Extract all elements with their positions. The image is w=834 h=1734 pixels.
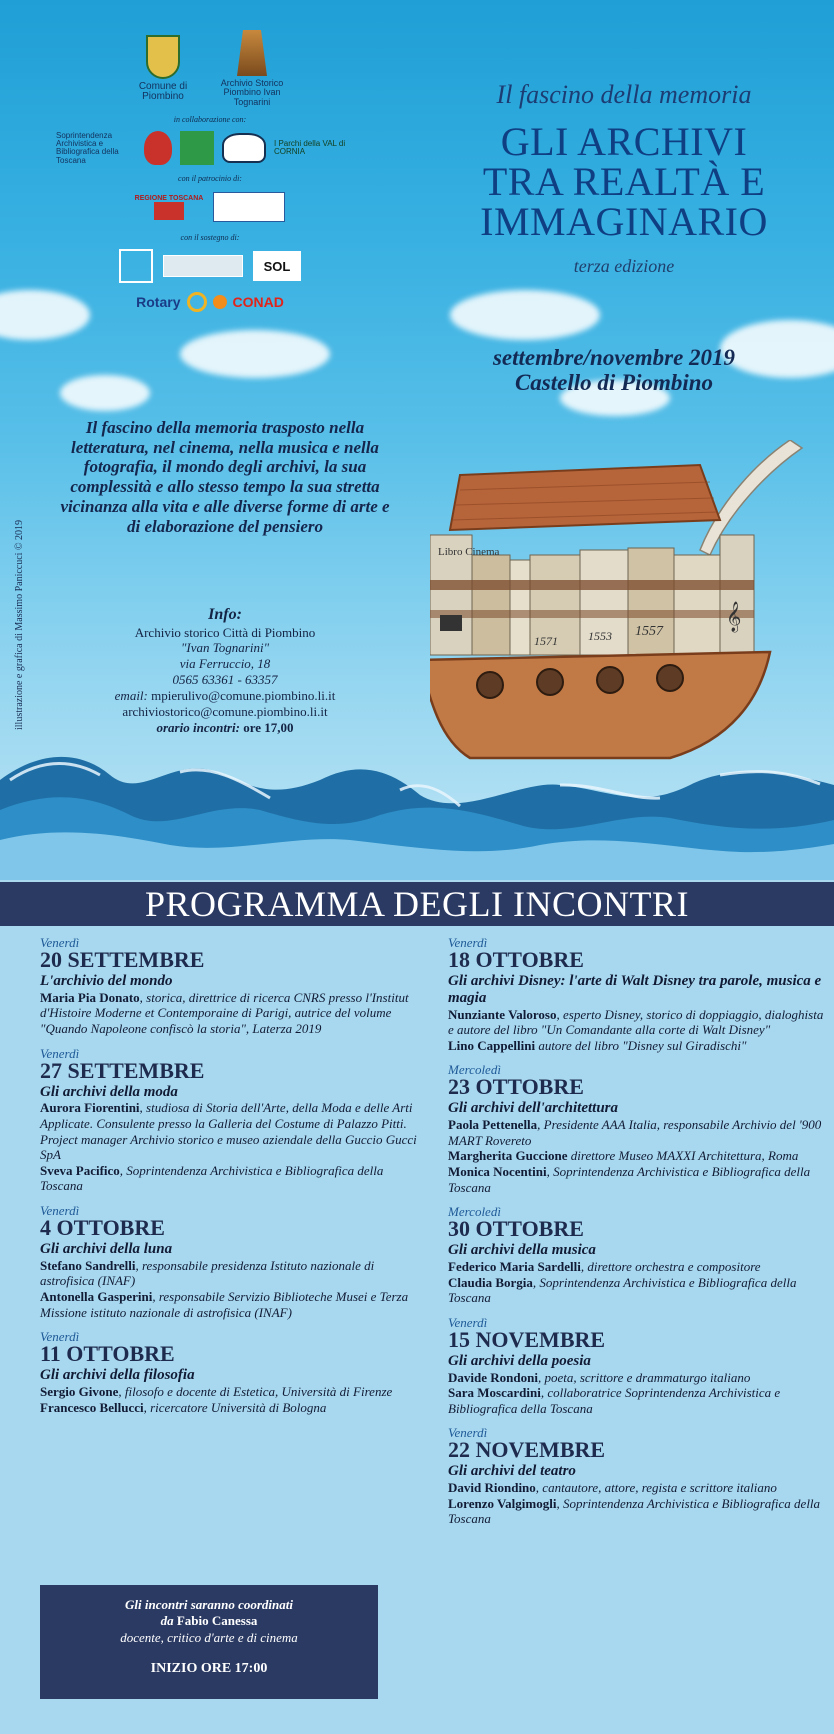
speaker-role: , collaboratrice Soprintendenza Archivistica e Bibliografica della Toscana <box>448 1385 781 1416</box>
headline-edition: terza edizione <box>573 256 675 276</box>
speaker-name: Davide Rondoni <box>448 1369 538 1385</box>
programme-title: PROGRAMMA DEGLI INCONTRI <box>0 882 834 926</box>
coordination-prefix: da <box>160 1613 174 1629</box>
event-item <box>448 1426 828 1527</box>
speaker-name: David Riondino <box>448 1480 536 1496</box>
speaker-role: , Soprintendenza Archivistica e Bibliografica della Toscana <box>448 1495 821 1527</box>
rotary-label: Rotary <box>136 294 181 311</box>
tower-icon <box>237 30 267 76</box>
speaker-name: Nunziante Valoroso <box>448 1006 557 1022</box>
patrocinio-label: con il patrocinio di: <box>178 174 242 184</box>
headline-block <box>434 80 814 277</box>
speaker-entry <box>448 1480 828 1496</box>
event-weekday: Venerdì <box>40 935 80 950</box>
event-item <box>40 1204 420 1320</box>
info-line1: Archivio storico Città di Piombino <box>134 624 316 640</box>
speaker-role: , studiosa di Storia dell'Arte, della Moda e delle Arti Applicate. Consulente presso la Galleria del Costume di Palazzo Pitti. Project manager Archivio storico e museo aziendale della Guccio Gucci SpA <box>40 1100 417 1163</box>
info-title: Info: <box>208 606 242 623</box>
event-item <box>448 1063 828 1195</box>
event-weekday: Mercoledì <box>448 1204 501 1220</box>
porthole-icon <box>657 665 683 691</box>
comune-logo <box>128 35 198 103</box>
event-title: Gli archivi della poesia <box>448 1352 591 1369</box>
event-item <box>40 1330 420 1415</box>
rotary-wheel-icon <box>187 292 207 312</box>
cloud <box>450 290 600 340</box>
cloud <box>60 375 150 411</box>
coordinator-role: docente, critico d'arte e di cinema <box>120 1629 298 1645</box>
speaker-role: , Soprintendenza Archivistica e Bibliografica della Toscana <box>448 1163 811 1195</box>
programme-left-column <box>40 936 420 1425</box>
speaker-name: Margherita Guccione <box>448 1148 568 1164</box>
event-dates <box>444 345 784 396</box>
event-date: 30 OTTOBRE <box>448 1216 584 1242</box>
headline-line2: TRA REALTÀ E <box>482 159 766 204</box>
email-link-1[interactable]: mpierulivo@comune.piombino.li.it <box>151 687 336 703</box>
speaker-role: , Soprintendenza Archivistica e Bibliografica della Toscana <box>40 1162 384 1194</box>
intro-text: Il fascino della memoria trasposto nella letteratura, nel cinema, nella musica e nella fotografia, il mondo degli archivi, la sua complessità e allo stesso tempo la sua stretta vicinanza alla vita e alle diverse forme di arte e di elaborazione del pensiero <box>60 418 390 536</box>
orario-value: ore 17,00 <box>243 719 294 735</box>
illustration-credit: illustrazione e grafica di Massimo Paniccuci © 2019 <box>14 519 25 730</box>
red-emblem-icon <box>144 130 172 166</box>
event-weekday: Mercoledì <box>448 1062 501 1078</box>
logo-area <box>30 30 390 312</box>
event-date: 15 NOVEMBRE <box>448 1326 606 1352</box>
book-date-label-3: 1571 <box>534 634 558 648</box>
event-speakers <box>40 1384 420 1415</box>
coordination-box <box>40 1585 378 1699</box>
speaker-entry <box>40 1258 420 1289</box>
speaker-role: , direttore orchestra e compositore <box>580 1258 761 1274</box>
event-title: Gli archivi dell'architettura <box>448 1100 619 1117</box>
speaker-name: Paola Pettenella <box>448 1117 538 1133</box>
speaker-role: autore del libro "Disney sul Giradischi" <box>535 1037 747 1053</box>
event-item <box>40 936 420 1037</box>
event-item <box>40 1047 420 1194</box>
sponsor-square-icon <box>119 248 153 284</box>
conad-icon <box>213 295 227 309</box>
event-title: Gli archivi del teatro <box>448 1463 576 1480</box>
speaker-role: , filosofo e docente di Estetica, Università di Firenze <box>118 1383 393 1399</box>
info-address: via Ferruccio, 18 <box>179 656 271 672</box>
soprintendenza-logo <box>56 130 136 166</box>
porthole-icon <box>597 667 623 693</box>
event-title: L'archivio del mondo <box>40 973 173 989</box>
headline-line1: GLI ARCHIVI <box>500 119 748 164</box>
event-speakers <box>40 990 420 1037</box>
event-weekday: Venerdì <box>40 1329 80 1345</box>
book-label: Libro Cinema <box>438 546 500 558</box>
speaker-name: Monica Nocentini <box>448 1163 547 1179</box>
speaker-entry <box>448 1496 828 1527</box>
speaker-name: Sergio Givone <box>40 1383 119 1399</box>
event-speakers <box>40 1258 420 1320</box>
speaker-name: Sveva Pacifico <box>40 1162 120 1178</box>
speaker-entry <box>40 1289 420 1320</box>
book-date-label: 1557 <box>635 624 663 639</box>
event-date: 18 OTTOBRE <box>448 947 584 972</box>
sostegno-label: con il sostegno di: <box>180 233 240 243</box>
speaker-entry <box>448 1164 828 1195</box>
speaker-entry <box>448 1148 828 1164</box>
speaker-name: Francesco Bellucci <box>40 1399 144 1415</box>
sol-label: SOL <box>253 251 301 281</box>
event-date: 11 OTTOBRE <box>40 1341 175 1367</box>
event-speakers <box>448 1480 828 1527</box>
crest-icon <box>146 35 180 79</box>
email-label: email: <box>114 687 148 703</box>
event-date: 4 OTTOBRE <box>40 1214 165 1240</box>
book-ark-illustration <box>430 440 830 790</box>
info-line2: "Ivan Tognarini" <box>180 640 270 656</box>
speaker-name: Stefano Sandrelli <box>40 1257 136 1273</box>
speaker-role: , Soprintendenza Archivistica e Bibliografica della Toscana <box>448 1274 797 1306</box>
dates-label: settembre/novembre 2019 <box>492 345 736 370</box>
speaker-name: Aurora Fiorentini <box>40 1100 140 1116</box>
event-date: 23 OTTOBRE <box>448 1074 584 1100</box>
info-block <box>45 605 405 736</box>
event-date: 20 SETTEMBRE <box>40 947 205 972</box>
speaker-role: , cantautore, attore, regista e scrittore italiano <box>535 1480 777 1496</box>
speaker-name: Antonella Gasperini <box>40 1288 153 1304</box>
event-item <box>448 1205 828 1306</box>
speaker-entry <box>40 1163 420 1194</box>
event-speakers <box>448 1259 828 1306</box>
speaker-role: , Presidente AAA Italia, responsabile Archivio del '900 MART Rovereto <box>448 1117 822 1148</box>
archivio-logo <box>212 30 292 107</box>
event-title: Gli archivi della moda <box>40 1083 178 1100</box>
event-title: Gli archivi Disney: l'arte di Walt Disney tra parole, musica e magia <box>448 973 822 1006</box>
collab-label: in collaborazione con: <box>173 115 247 125</box>
event-weekday: Venerdì <box>448 1425 488 1441</box>
event-date: 22 NOVEMBRE <box>448 1437 606 1463</box>
event-title: Gli archivi della filosofia <box>40 1367 195 1384</box>
event-date: 27 SETTEMBRE <box>40 1057 205 1083</box>
speaker-entry <box>448 1385 828 1416</box>
speaker-name: Federico Maria Sardelli <box>448 1258 581 1274</box>
event-title: Gli archivi della luna <box>40 1240 173 1257</box>
headline-main <box>434 119 814 244</box>
regione-logo <box>135 189 204 225</box>
orario-label: orario incontri: <box>156 719 240 735</box>
venue-label: Castello di Piombino <box>514 370 714 396</box>
cloud <box>180 330 330 378</box>
event-speakers <box>40 1100 420 1194</box>
regione-label: REGIONE TOSCANA <box>134 194 204 202</box>
speaker-entry <box>448 1038 828 1054</box>
speaker-entry <box>448 1275 828 1306</box>
event-weekday: Venerdì <box>448 1314 488 1330</box>
conad-label: CONAD <box>232 294 284 311</box>
event-weekday: Venerdì <box>40 1202 80 1218</box>
speaker-role: , esperto Disney, storico di doppiaggio, dialoghista e autore del libro "Un Comandante alla corte di Walt Disney" <box>448 1006 824 1038</box>
speaker-entry <box>40 990 420 1037</box>
green-emblem-icon <box>180 130 214 166</box>
speaker-name: Lorenzo Valgimogli <box>448 1495 557 1511</box>
speaker-entry <box>40 1400 420 1416</box>
speaker-entry <box>448 1259 828 1275</box>
book-date-label-2: 1553 <box>588 629 612 643</box>
sol-logo <box>253 248 301 284</box>
treble-clef-icon: 𝄞 <box>726 602 742 632</box>
parchi-logo <box>274 130 364 166</box>
speaker-entry <box>40 1100 420 1162</box>
speaker-entry <box>448 1370 828 1386</box>
event-speakers <box>448 1117 828 1195</box>
speaker-name: Lino Cappellini <box>448 1037 536 1053</box>
event-weekday: Venerdì <box>448 935 488 950</box>
porthole-icon <box>477 672 503 698</box>
speaker-name: Maria Pia Donato <box>40 989 140 1005</box>
speaker-role: , responsabile presidenza Istituto nazionale di astrofisica (INAF) <box>40 1257 375 1289</box>
speaker-role: , poeta, scrittore e drammaturgo italiano <box>537 1369 751 1385</box>
parchi-label: I Parchi della VAL di CORNIA <box>274 138 346 157</box>
sea-waves <box>0 740 834 880</box>
porthole-icon <box>537 669 563 695</box>
event-item <box>448 1316 828 1417</box>
speaker-entry <box>448 1117 828 1148</box>
sponsor-band-icon <box>163 248 243 284</box>
event-title: Gli archivi della musica <box>448 1242 596 1259</box>
event-weekday: Venerdì <box>40 1045 80 1061</box>
speaker-name: Sara Moscardini <box>448 1385 541 1401</box>
speaker-role: , responsabile Servizio Biblioteche Musei e Terza Missione istituto nazionale di astrofisica (INAF) <box>40 1288 409 1320</box>
event-speakers <box>448 1007 828 1054</box>
ship-emblem-icon <box>222 130 266 166</box>
archivio-label: Archivio Storico Piombino Ivan Tognarini <box>220 78 284 107</box>
comune-label: Comune di Piombino <box>138 80 188 103</box>
event-speakers <box>448 1370 828 1417</box>
info-phone: 0565 63361 - 63357 <box>172 672 278 688</box>
coordination-line1: Gli incontri saranno coordinati <box>125 1597 293 1612</box>
programme-right-column <box>448 936 828 1537</box>
speaker-name: Claudia Borgia <box>448 1274 533 1290</box>
roof-icon <box>450 465 720 530</box>
speaker-role: , storica, direttrice di ricerca CNRS presso l'Institut d'Histoire Moderne et Contemporaine di Parigi, autrice del volume "Quando Napoleone confiscò la storia", Laterza 2019 <box>40 989 409 1036</box>
speaker-role: , ricercatore Università di Bologna <box>143 1399 327 1415</box>
headline-fascino: Il fascino della memoria <box>496 80 752 109</box>
soprintendenza-label: Soprintendenza Archivistica e Bibliografica della Toscana <box>56 130 119 165</box>
email-link-2[interactable]: archiviostorico@comune.piombino.li.it <box>122 703 328 719</box>
start-time: INIZIO ORE 17:00 <box>150 1660 268 1676</box>
speaker-role: direttore Museo MAXXI Architettura, Roma <box>567 1148 799 1164</box>
event-item <box>448 936 828 1053</box>
mibac-logo <box>213 189 285 225</box>
coordinator-name: Fabio Canessa <box>176 1613 258 1629</box>
headline-line3: IMMAGINARIO <box>480 199 768 244</box>
camera-icon <box>440 615 462 631</box>
speaker-entry <box>40 1384 420 1400</box>
speaker-entry <box>448 1007 828 1038</box>
